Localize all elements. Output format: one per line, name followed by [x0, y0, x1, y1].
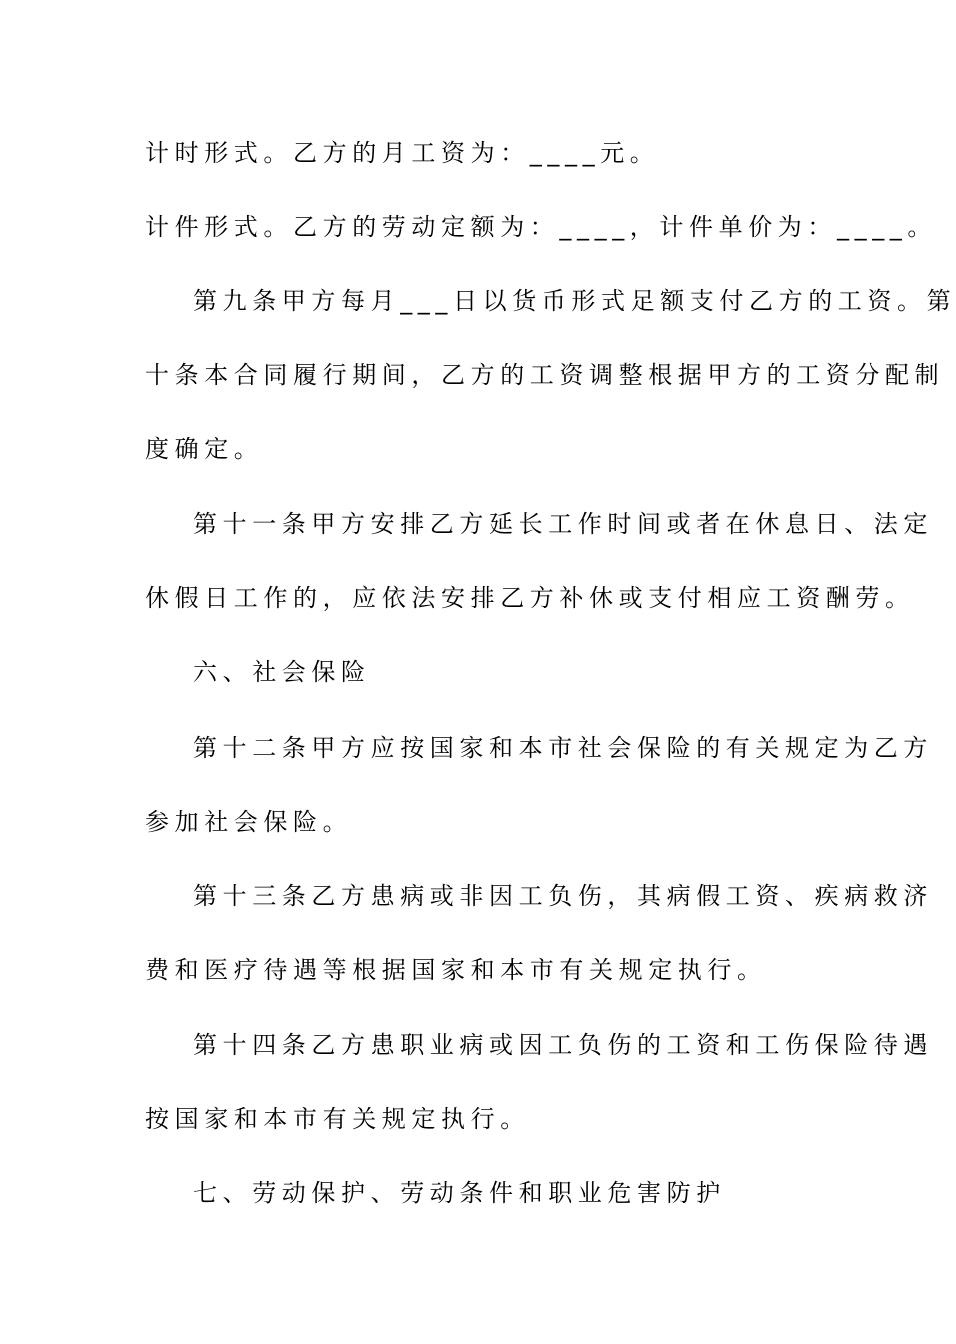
text-line-hourly-wage: 计时形式。乙方的月工资为：____元。 — [145, 139, 660, 167]
text-line-article-11-end: 休假日工作的，应依法安排乙方补休或支付相应工资酬劳。 — [145, 584, 915, 612]
section-heading-labor-protection: 七、劳动保护、劳动条件和职业危害防护 — [193, 1179, 726, 1207]
text-line-article-10-end: 度确定。 — [145, 435, 264, 463]
text-line-article-12-end: 参加社会保险。 — [145, 808, 353, 836]
text-line-article-13: 第十三条乙方患病或非因工负伤，其病假工资、疾病救济 — [193, 882, 933, 910]
section-heading-social-insurance: 六、社会保险 — [193, 658, 371, 686]
text-line-article-12: 第十二条甲方应按国家和本市社会保险的有关规定为乙方 — [193, 734, 933, 762]
text-line-article-13-end: 费和医疗待遇等根据国家和本市有关规定执行。 — [145, 956, 767, 984]
text-line-piece-rate: 计件形式。乙方的劳动定额为：____，计件单价为：____。 — [145, 213, 937, 241]
text-line-article-9: 第九条甲方每月___日以货币形式足额支付乙方的工资。第 — [193, 287, 956, 315]
text-line-article-14-end: 按国家和本市有关规定执行。 — [145, 1105, 530, 1133]
text-line-article-11: 第十一条甲方安排乙方延长工作时间或者在休息日、法定 — [193, 510, 933, 538]
text-line-article-14: 第十四条乙方患职业病或因工负伤的工资和工伤保险待遇 — [193, 1031, 933, 1059]
text-line-article-10: 十条本合同履行期间，乙方的工资调整根据甲方的工资分配制 — [145, 361, 945, 389]
